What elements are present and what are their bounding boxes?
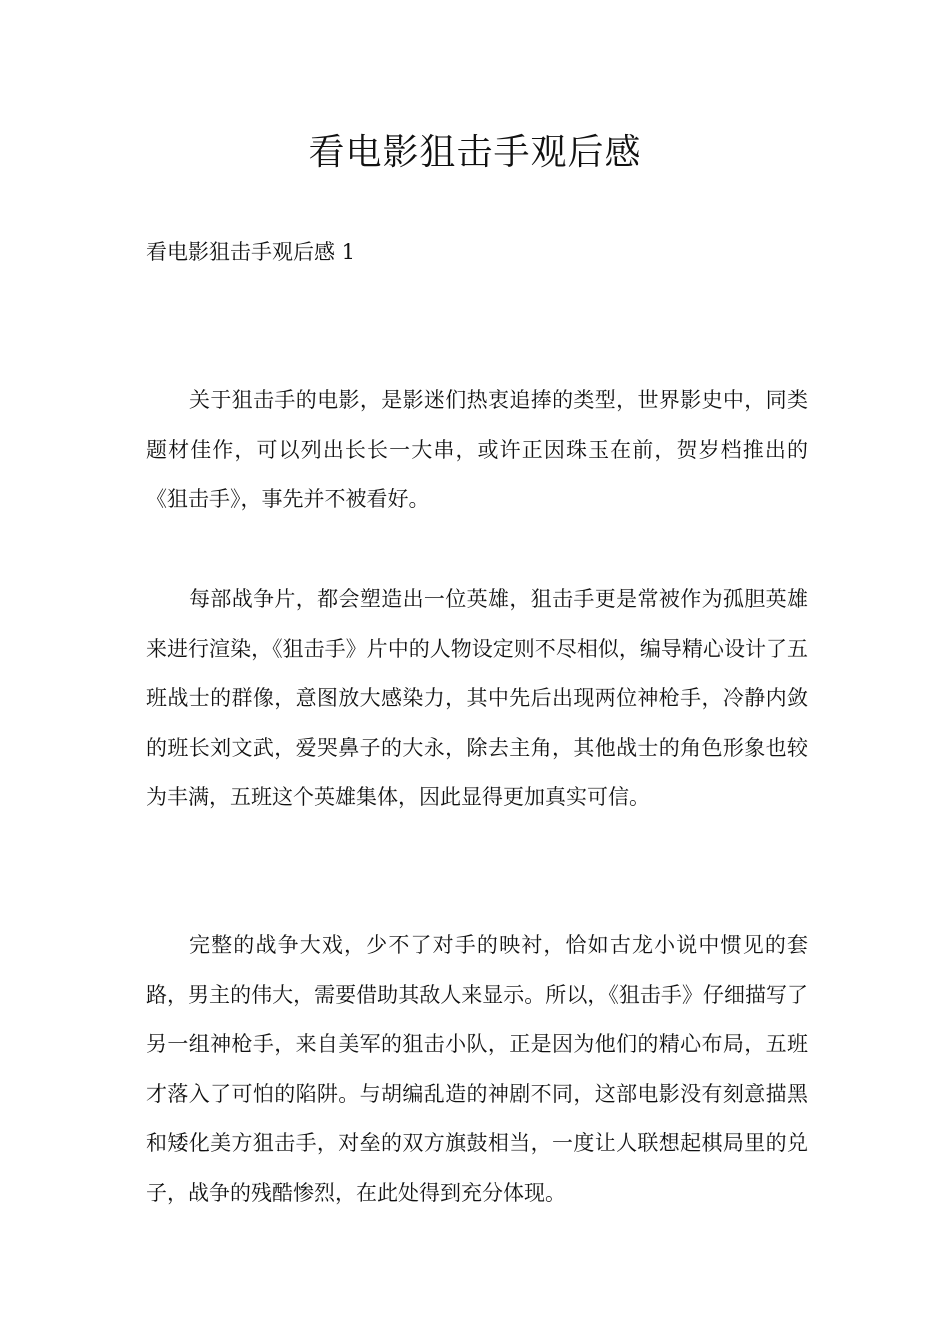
document-title: 看电影狙击手观后感 <box>308 132 642 173</box>
section-heading: 看电影狙击手观后感 1 <box>146 240 356 264</box>
paragraph-2: 每部战争片，都会塑造出一位英雄，狙击手更是常被作为孤胆英雄来进行渲染，《狙击手》片中的人物设定则不尽相似，编导精心设计了五班战士的群像，意图放大感染力，其中先后出现两位神枪手，冷静内敛的班长刘文武，爱哭鼻子的大永，除去主角，其他战士的角色形象也较为丰满，五班这个英雄集体，因此显得更加真实可信。 <box>146 587 808 809</box>
paragraph-3: 完整的战争大戏，少不了对手的映衬，恰如古龙小说中惯见的套路，男主的伟大，需要借助其敌人来显示。所以，《狙击手》仔细描写了另一组神枪手，来自美军的狙击小队，正是因为他们的精心布局，五班才落入了可怕的陷阱。与胡编乱造的神剧不同，这部电影没有刻意描黑和矮化美方狙击手，对垒的双方旗鼓相当，一度让人联想起棋局里的兑子，战争的残酷惨烈，在此处得到充分体现。 <box>146 933 808 1205</box>
paragraph-1: 关于狙击手的电影，是影迷们热衷追捧的类型，世界影史中，同类题材佳作，可以列出长长一大串，或许正因珠玉在前，贺岁档推出的《狙击手》，事先并不被看好。 <box>146 388 808 511</box>
